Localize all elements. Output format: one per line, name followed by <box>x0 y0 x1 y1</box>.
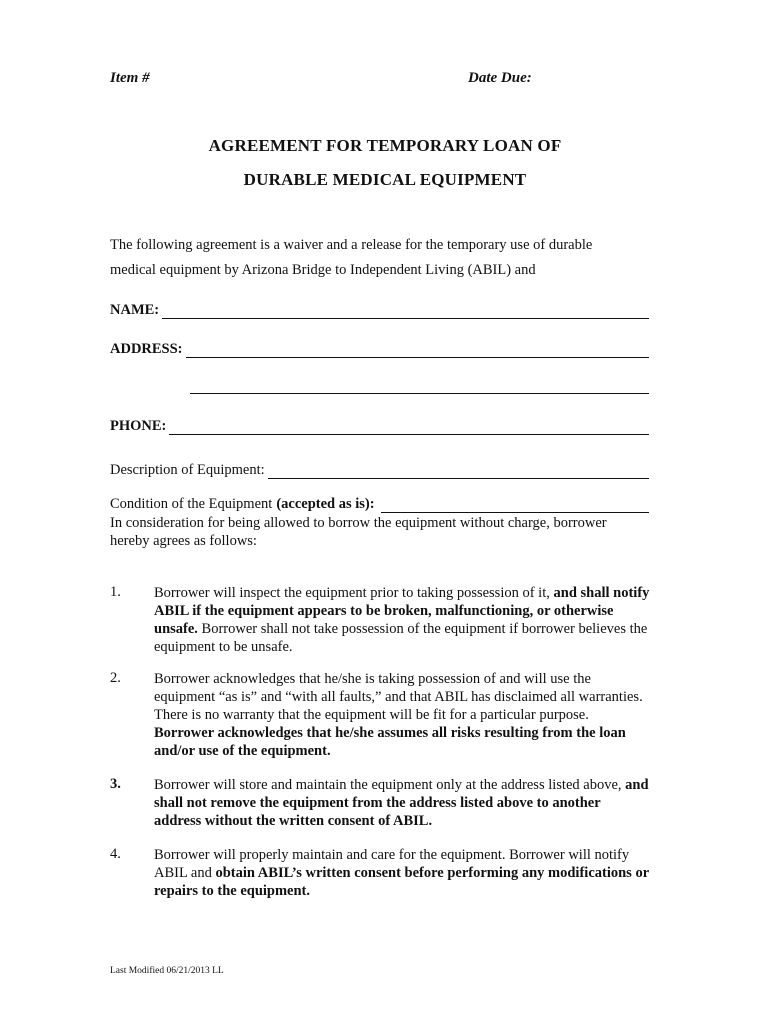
condition-line[interactable] <box>381 498 649 513</box>
consideration-paragraph <box>110 514 655 550</box>
name-field[interactable] <box>110 302 649 319</box>
title-line-2: DURABLE MEDICAL EQUIPMENT <box>243 170 527 189</box>
intro-paragraph <box>110 233 670 283</box>
phone-label: PHONE: <box>110 418 167 434</box>
intro-line-2: medical equipment by Arizona Bridge to Independent Living (ABIL) and <box>110 262 536 278</box>
intro-line-1: The following agreement is a waiver and a release for the temporary use of durable <box>110 237 593 253</box>
address-label: ADDRESS: <box>110 341 183 357</box>
consideration-line-1: In consideration for being allowed to borrow the equipment without charge, borrower <box>110 515 607 531</box>
item-2-plain: Borrower acknowledges that he/she is taking possession of and will use the equipment “as is” and “with all faults,” and that ABIL has disclaimed all warranties. There is no warranty that the equipment will be fit for a particular purpose. <box>154 671 643 723</box>
phone-line[interactable] <box>169 420 649 435</box>
item-2-bold: Borrower acknowledges that he/she assumes all risks resulting from the loan and/or use of the equipment. <box>154 725 626 759</box>
consideration-line-2: hereby agrees as follows: <box>110 533 257 549</box>
item-1-plain-2: Borrower shall not take possession of the equipment if borrower believes the equipment to be unsafe. <box>154 621 648 655</box>
item-3-number: 3. <box>110 776 121 792</box>
description-line[interactable] <box>268 464 649 479</box>
item-4-number: 4. <box>110 846 121 862</box>
address-line-1[interactable] <box>186 343 649 358</box>
name-line[interactable] <box>162 304 649 319</box>
description-label: Description of Equipment: <box>110 462 265 478</box>
item-1-plain-1: Borrower will inspect the equipment prior to taking possession of it, <box>154 585 554 601</box>
item-3-bold: and shall not remove the equipment from the address listed above to another address without the written consent of ABIL. <box>154 777 649 829</box>
address-field[interactable] <box>110 341 649 358</box>
description-field[interactable] <box>110 462 649 479</box>
item-4-bold: obtain ABIL’s written consent before performing any modifications or repairs to the equipment. <box>154 865 649 899</box>
condition-field[interactable] <box>110 496 649 513</box>
phone-field[interactable] <box>110 418 649 435</box>
condition-label: Condition of the Equipment <box>110 496 273 512</box>
item-3-text <box>154 776 650 830</box>
last-modified-footer: Last Modified 06/21/2013 LL <box>110 966 224 976</box>
item-1-number: 1. <box>110 584 121 600</box>
address-line-2[interactable] <box>190 379 649 394</box>
date-due-label: Date Due: <box>468 70 532 86</box>
item-4-plain: Borrower will properly maintain and care for the equipment. Borrower will notify ABIL and <box>154 847 630 881</box>
item-number-label: Item # <box>110 70 150 86</box>
condition-bold-label: (accepted as is): <box>276 496 375 512</box>
item-1-text <box>154 584 650 656</box>
item-2-text <box>154 670 650 760</box>
item-1-bold: and shall notify ABIL if the equipment appears to be broken, malfunctioning, or otherwise unsafe. <box>154 585 650 637</box>
name-label: NAME: <box>110 302 160 318</box>
item-4-text <box>154 846 650 900</box>
title-line-1: AGREEMENT FOR TEMPORARY LOAN OF <box>208 136 562 155</box>
item-3-plain: Borrower will store and maintain the equipment only at the address listed above, <box>154 777 626 793</box>
item-2-number: 2. <box>110 670 121 686</box>
